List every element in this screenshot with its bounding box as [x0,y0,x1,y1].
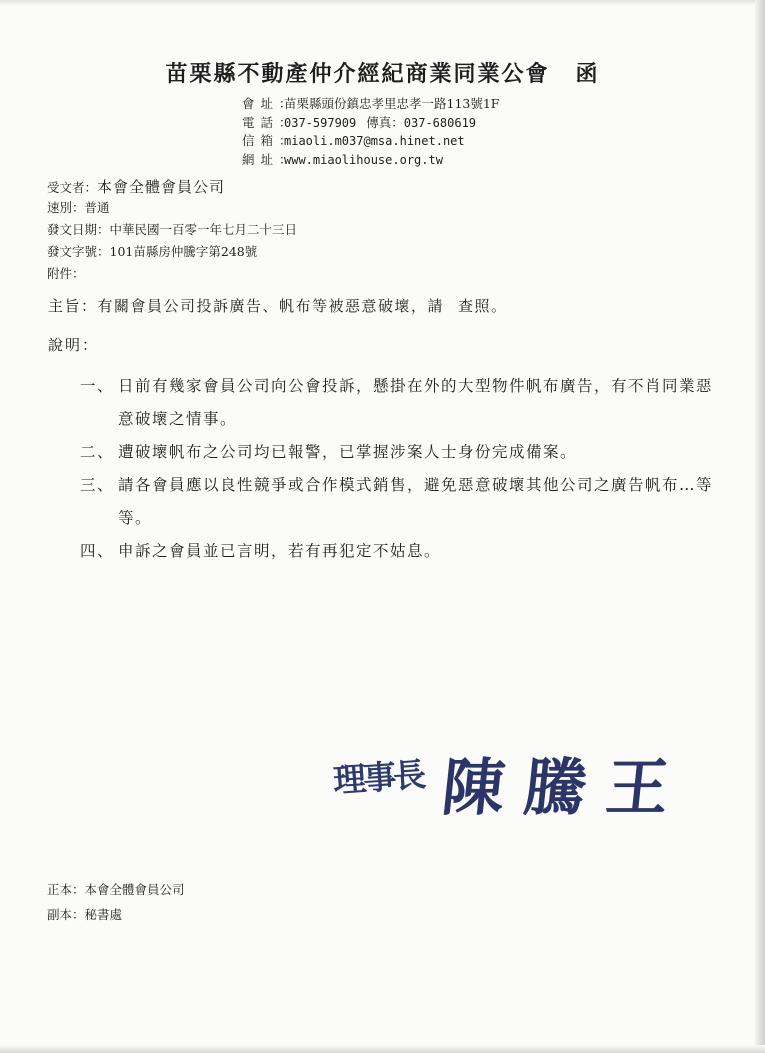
item-number: 四、 [80,542,115,560]
attachment-row [47,264,297,286]
explanation-label: 說明： [48,336,100,354]
fax-value: 037-680619 [403,115,477,130]
email-value: miaoli.m037@msa.hinet.net [284,134,465,148]
subject-text: 有關會員公司投訴廣告、帆布等被惡意破壞，請 [97,297,445,315]
copy-recipient-row [47,902,185,927]
fax-label: 傳真： [366,114,404,130]
email-label: 信箱： [242,133,298,148]
attachment-label: 附件： [47,266,85,281]
recipient-value: 本會全體會員公司 [97,178,226,196]
chairman-seal [325,738,693,828]
website-value: www.miaolihouse.org.tw [284,152,443,167]
subject-label: 主旨： [48,297,98,315]
explanation-item [80,535,720,568]
address-label: 會址： [242,96,298,111]
seal-title: 理事長 [331,754,425,801]
copy-value: 秘書處 [84,907,123,922]
speed-label: 速別： [47,200,85,215]
item-text: 申訴之會員並已言明，若有再犯定不姑息。 [118,542,442,560]
phone-label: 電話： [242,114,298,130]
seal-name: 陳騰王 [438,751,693,824]
item-text: 遭破壞帆布之公司均已報警，已掌握涉案人士身份完成備案。 [118,443,578,461]
explanation-item [80,469,720,535]
speed-value: 普通 [84,200,110,215]
original-value: 本會全體會員公司 [84,882,185,897]
email-row [242,132,500,151]
organization-name: 苗栗縣不動產仲介經紀商業同業公會 [165,61,550,87]
doc-type: 函 [575,61,600,87]
scan-edge-top [0,0,765,6]
copy-label: 副本： [47,907,85,922]
explanation-item [80,436,720,469]
scan-edge-right [755,0,765,1053]
recipient-label: 受文者： [47,180,98,195]
original-label: 正本： [47,882,85,897]
subject-line [48,295,508,316]
date-value: 中華民國一百零一年七月二十三日 [109,222,298,237]
distribution-block [47,877,185,927]
item-number: 三、 [80,476,115,494]
item-text: 日前有幾家會員公司向公會投訴，懸掛在外的大型物件帆布廣告，有不肖同業惡意破壞之情事。 [118,377,714,428]
explanation-list [80,370,720,568]
letterhead-title [0,57,765,88]
speed-row [47,198,297,220]
website-label: 網址： [242,151,298,167]
contact-block [242,95,500,169]
reference-label: 發文字號： [47,244,110,259]
address-value: 苗栗縣頭份鎮忠孝里忠孝一路113號1F [284,96,500,111]
item-number: 二、 [80,443,115,461]
phone-row [242,114,500,133]
item-text: 請各會員應以良性競爭或合作模式銷售，避免惡意破壞其他公司之廣告帆布…等等。 [118,476,714,527]
original-recipient-row [47,877,185,902]
reference-value: 101苗縣房仲騰字第248號 [109,244,258,259]
phone-value: 037-597909 [284,115,357,130]
date-label: 發文日期： [47,222,110,237]
website-row [242,151,500,170]
date-row [47,220,297,242]
recipient-row [47,176,297,198]
subject-request: 查照。 [458,297,508,315]
item-number: 一、 [80,377,115,395]
address-row [242,95,500,114]
reference-row [47,242,297,264]
explanation-item [80,370,720,436]
document-meta [47,176,297,286]
scan-edge-bottom [0,1045,765,1053]
